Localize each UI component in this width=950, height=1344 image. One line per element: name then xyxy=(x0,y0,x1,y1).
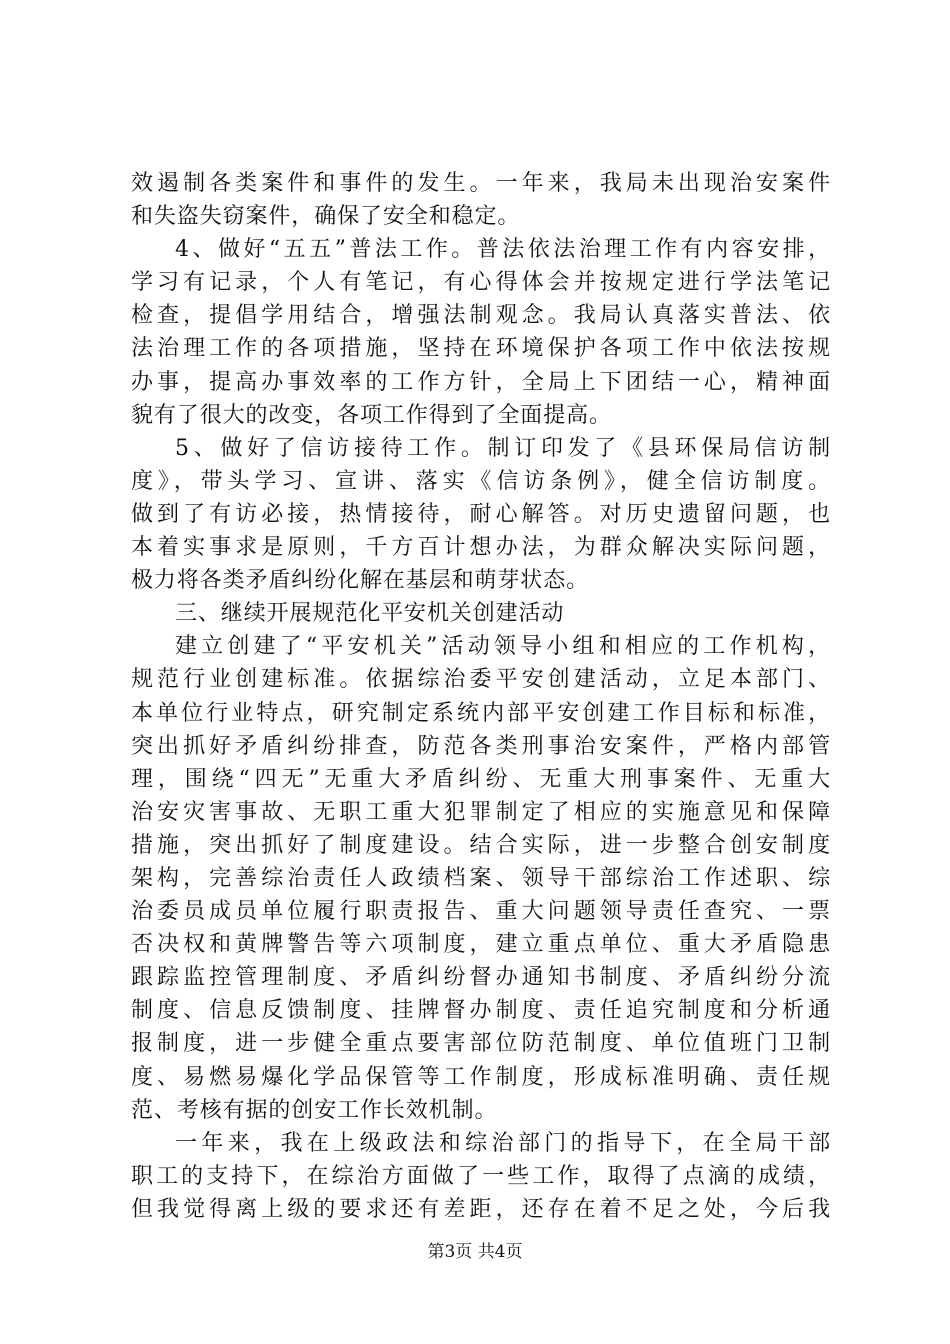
body-text xyxy=(131,167,831,1226)
text-line: 检查，提倡学用结合，增强法制观念。我局认真落实普法、依 xyxy=(131,303,831,329)
text-line: 学习有记录，个人有笔记，有心得体会并按规定进行学法笔记 xyxy=(131,270,831,296)
text-line: 否决权和黄牌警告等六项制度，建立重点单位、重大矛盾隐患 xyxy=(131,932,831,958)
text-line: 规范行业创建标准。依据综治委平安创建活动，立足本部门、 xyxy=(131,667,831,693)
text-line: 度》，带头学习、宣讲、落实《信访条例》，健全信访制度。 xyxy=(131,468,831,494)
text-line: 貌有了很大的改变，各项工作得到了全面提高。 xyxy=(131,402,612,428)
text-line: 制度、信息反馈制度、挂牌督办制度、责任追究制度和分析通 xyxy=(131,998,831,1024)
text-line: 和失盗失窃案件，确保了安全和稳定。 xyxy=(131,204,521,230)
text-line: 本着实事求是原则，千方百计想办法，为群众解决实际问题， xyxy=(131,535,831,561)
text-line: 5、做好了信访接待工作。制订印发了《县环保局信访制 xyxy=(175,435,831,461)
text-line: 理，围绕“四无”无重大矛盾纠纷、无重大刑事案件、无重大 xyxy=(131,766,831,792)
text-line: 架构，完善综治责任人政绩档案、领导干部综治工作述职、综 xyxy=(131,865,831,891)
text-line: 措施，突出抓好了制度建设。结合实际，进一步整合创安制度 xyxy=(131,832,831,858)
text-line: 一年来，我在上级政法和综治部门的指导下，在全局干部 xyxy=(175,1130,831,1156)
text-line: 效遏制各类案件和事件的发生。一年来，我局未出现治安案件 xyxy=(131,171,831,196)
text-line: 做到了有访必接，热情接待，耐心解答。对历史遗留问题，也 xyxy=(131,501,831,527)
text-line: 但我觉得离上级的要求还有差距，还存在着不足之处，今后我 xyxy=(131,1196,831,1222)
text-line: 建立创建了“平安机关”活动领导小组和相应的工作机构， xyxy=(175,634,831,660)
text-line: 极力将各类矛盾纠纷化解在基层和萌芽状态。 xyxy=(131,568,590,594)
text-line: 职工的支持下，在综治方面做了一些工作，取得了点滴的成绩， xyxy=(131,1163,831,1189)
text-line: 报制度，进一步健全重点要害部位防范制度、单位值班门卫制 xyxy=(131,1031,831,1057)
page-footer: 第3页 共4页 xyxy=(427,1242,523,1262)
text-line: 治安灾害事故、无职工重大犯罪制定了相应的实施意见和保障 xyxy=(131,799,831,825)
text-line: 范、考核有据的创安工作长效机制。 xyxy=(131,1097,498,1123)
text-line: 法治理工作的各项措施，坚持在环境保护各项工作中依法按规 xyxy=(131,336,831,362)
text-line: 跟踪监控管理制度、矛盾纠纷督办通知书制度、矛盾纠纷分流 xyxy=(131,965,831,991)
text-line: 突出抓好矛盾纠纷排查，防范各类刑事治安案件，严格内部管 xyxy=(131,733,831,759)
text-line: 三、继续开展规范化平安机关创建活动 xyxy=(175,601,565,627)
text-line: 4、做好“五五”普法工作。普法依法治理工作有内容安排， xyxy=(175,237,831,263)
text-line: 度、易燃易爆化学品保管等工作制度，形成标准明确、责任规 xyxy=(131,1064,831,1090)
text-line: 办事，提高办事效率的工作方针，全局上下团结一心，精神面 xyxy=(131,369,831,395)
text-line: 本单位行业特点，研究制定系统内部平安创建工作目标和标准， xyxy=(131,700,831,726)
text-line: 治委员成员单位履行职责报告、重大问题领导责任查究、一票 xyxy=(131,899,831,925)
